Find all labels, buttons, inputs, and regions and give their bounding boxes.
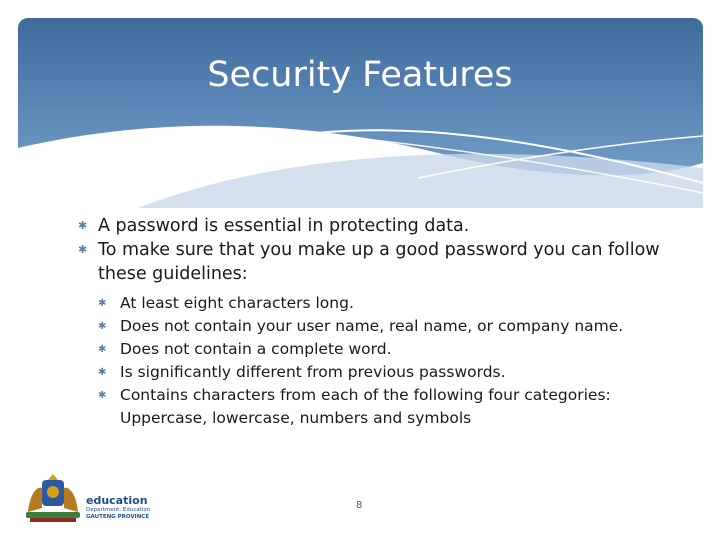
sub-bullet-item: ✱ Does not contain a complete word. [98, 338, 688, 361]
slide-title: Security Features [207, 55, 513, 95]
logo-province-text: GAUTENG PROVINCE [86, 514, 150, 520]
sub-bullet-item: ✱ At least eight characters long. [98, 292, 688, 315]
page-number: 8 [356, 500, 363, 511]
sub-bullet-item: ✱ Is significantly different from previous passwords. [98, 361, 688, 384]
sub-bullet-item: ✱ Does not contain your user name, real name, or company name. [98, 315, 688, 338]
sub-bullet-list [98, 292, 688, 430]
main-bullet-list [78, 214, 688, 430]
logo-department-text: Department: Education [86, 507, 151, 513]
slide-header-banner [18, 18, 703, 208]
logo-brand-text: education [86, 494, 148, 507]
sub-bullet-item: ✱ Contains characters from each of the following four categories: Uppercase, lowercase, numbers and symbols [98, 384, 688, 430]
header-wave-decoration [18, 18, 703, 208]
coat-of-arms-icon [20, 472, 86, 524]
bullet-item [78, 238, 688, 430]
bullet-item-text: To make sure that you make up a good password you can follow these guidelines: [98, 240, 660, 284]
slide-content [78, 214, 688, 430]
bullet-item: ✱ A password is essential in protecting data. [78, 214, 688, 238]
